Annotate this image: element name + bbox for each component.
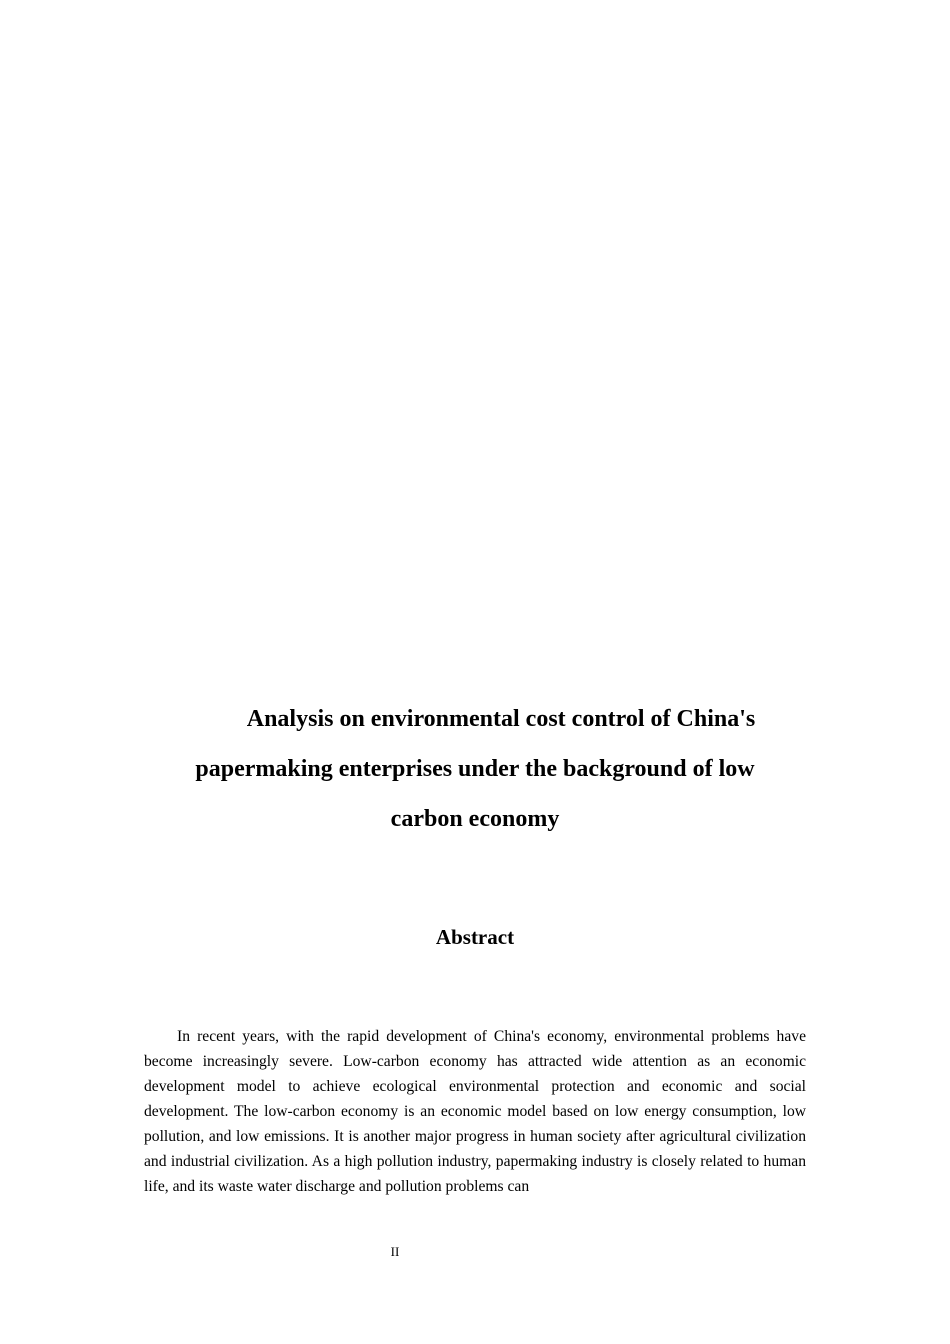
title-line-3: carbon economy [390,806,560,832]
page-number: II [390,1244,400,1259]
title-line-2: papermaking enterprises under the background of low [195,756,755,782]
abstract-paragraph: In recent years, with the rapid development of China's economy, environmental problems have become increasingly severe. Low-carbon economy has attracted wide attention as an economic development model to achieve ecological environmental protection and economic and social development. The low-carbon economy is an economic model based on low energy consumption, low pollution, and low emissions. It is another major progress in human society after agricultural civilization and industrial civilization. As a high pollution industry, papermaking industry is closely related to human life, and its waste water discharge and pollution problems can [144,1028,806,1195]
document-title [144,694,806,844]
title-line-1: Analysis on environmental cost control of China's [246,706,756,732]
abstract-heading: Abstract [435,925,515,949]
